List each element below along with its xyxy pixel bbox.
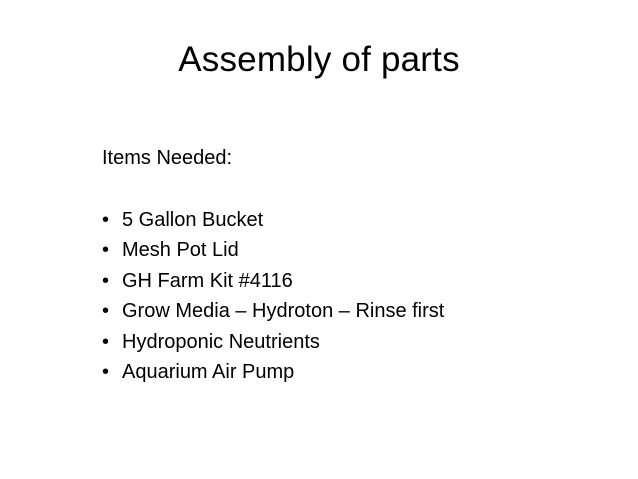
list-item-text: GH Farm Kit #4116 (122, 269, 293, 292)
list-item-text: Aquarium Air Pump (122, 361, 295, 383)
slide-title: Assembly of parts (178, 40, 460, 79)
bullet-icon: • (102, 269, 110, 292)
list-item (102, 327, 602, 358)
slide-body (102, 143, 602, 388)
list-item (102, 266, 602, 297)
list-item (102, 205, 602, 236)
bullet-icon: • (102, 300, 110, 322)
items-heading: Items Needed: (102, 147, 233, 169)
list-item-text: 5 Gallon Bucket (122, 208, 264, 231)
spacer (102, 174, 602, 205)
list-item-text: Grow Media – Hydroton – Rinse first (122, 300, 445, 322)
items-list (102, 205, 602, 388)
bullet-icon: • (102, 208, 110, 231)
list-item-text: Hydroponic Neutrients (122, 330, 320, 353)
bullet-icon: • (102, 239, 110, 261)
list-item (102, 235, 602, 266)
list-item (102, 357, 602, 388)
bullet-icon: • (102, 330, 110, 353)
list-item-text: Mesh Pot Lid (122, 239, 239, 261)
list-item (102, 296, 602, 327)
bullet-icon: • (102, 361, 110, 383)
